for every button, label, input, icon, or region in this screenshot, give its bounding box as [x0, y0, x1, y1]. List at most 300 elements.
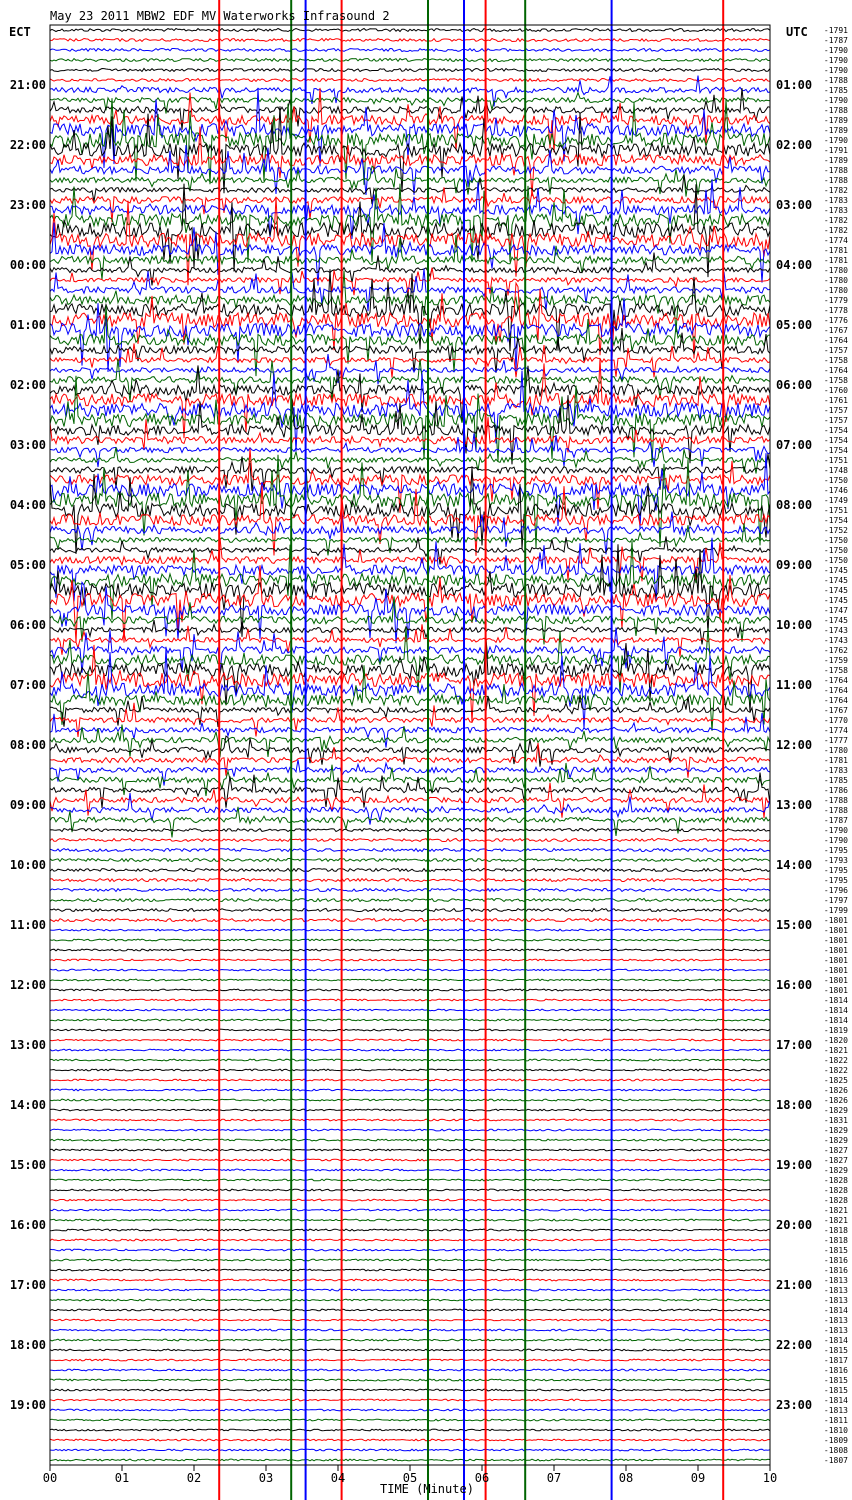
trace-line: [50, 1009, 770, 1011]
offset-label: -1760: [823, 386, 848, 395]
offset-label: -1757: [823, 416, 848, 425]
offset-label: -1828: [823, 1196, 848, 1205]
offset-label: -1816: [823, 1266, 848, 1275]
offset-label: -1795: [823, 876, 848, 885]
trace-line: [50, 959, 770, 961]
offset-label: -1783: [823, 766, 848, 775]
offset-label: -1790: [823, 96, 848, 105]
offset-label: -1750: [823, 536, 848, 545]
offset-label: -1810: [823, 1426, 848, 1435]
hour-label: 17:00: [776, 1038, 813, 1052]
trace-line: [50, 919, 770, 922]
trace-line: [50, 1309, 770, 1311]
trace-line: [50, 1259, 770, 1261]
offset-label: -1767: [823, 706, 848, 715]
trace-line: [50, 645, 770, 723]
trace-line: [50, 889, 770, 892]
trace-line: [50, 879, 770, 882]
trace-line: [50, 1239, 770, 1241]
offset-label: -1827: [823, 1156, 848, 1165]
offset-label: -1780: [823, 286, 848, 295]
hour-label: 18:00: [9, 1338, 46, 1352]
trace-line: [50, 538, 770, 602]
trace-line: [50, 1169, 770, 1171]
hour-label: 14:00: [9, 1098, 46, 1112]
trace-line: [50, 1399, 770, 1401]
trace-line: [50, 538, 770, 582]
offset-label: -1761: [823, 396, 848, 405]
offset-label: -1788: [823, 106, 848, 115]
hour-label: 18:00: [776, 1098, 813, 1112]
trace-line: [50, 343, 770, 377]
offset-label: -1758: [823, 666, 848, 675]
trace-line: [50, 736, 770, 767]
offset-label: -1764: [823, 686, 848, 695]
hour-label: 23:00: [9, 198, 46, 212]
trace-line: [50, 1289, 770, 1291]
x-tick-label: 02: [186, 1471, 202, 1485]
x-tick-label: 03: [258, 1471, 274, 1485]
offset-label: -1785: [823, 86, 848, 95]
offset-label: -1783: [823, 196, 848, 205]
offset-label: -1815: [823, 1346, 848, 1355]
trace-line: [50, 829, 770, 832]
trace-line: [50, 1349, 770, 1351]
offset-label: -1795: [823, 866, 848, 875]
hour-label: 03:00: [9, 438, 46, 452]
trace-line: [50, 1269, 770, 1271]
x-tick-label: 01: [114, 1471, 130, 1485]
hour-label: 12:00: [776, 738, 813, 752]
offset-label: -1820: [823, 1036, 848, 1045]
trace-line: [50, 1049, 770, 1051]
trace-line: [50, 1449, 770, 1451]
offset-label: -1788: [823, 176, 848, 185]
offset-label: -1799: [823, 906, 848, 915]
offset-label: -1827: [823, 1146, 848, 1155]
offset-label: -1782: [823, 216, 848, 225]
offset-label: -1743: [823, 626, 848, 635]
hour-label: 19:00: [9, 1398, 46, 1412]
hour-label: 11:00: [776, 678, 813, 692]
offset-label: -1795: [823, 846, 848, 855]
offset-label: -1752: [823, 526, 848, 535]
hour-label: 08:00: [776, 498, 813, 512]
offset-label: -1801: [823, 946, 848, 955]
hour-label: 10:00: [9, 858, 46, 872]
offset-label: -1825: [823, 1076, 848, 1085]
trace-line: [50, 39, 770, 42]
trace-line: [50, 1039, 770, 1041]
hour-label: 13:00: [9, 1038, 46, 1052]
hour-label: 02:00: [776, 138, 813, 152]
offset-label: -1782: [823, 186, 848, 195]
offset-label: -1821: [823, 1216, 848, 1225]
x-tick-label: 09: [690, 1471, 706, 1485]
offset-label: -1785: [823, 776, 848, 785]
offset-label: -1793: [823, 856, 848, 865]
trace-line: [50, 1369, 770, 1371]
offset-label: -1750: [823, 476, 848, 485]
offset-label: -1813: [823, 1316, 848, 1325]
trace-line: [50, 647, 770, 729]
x-tick-label: 00: [42, 1471, 58, 1485]
offset-label: -1743: [823, 636, 848, 645]
hour-label: 21:00: [9, 78, 46, 92]
trace-line: [50, 999, 770, 1001]
hour-label: 15:00: [9, 1158, 46, 1172]
trace-line: [50, 1299, 770, 1301]
offset-label: -1751: [823, 456, 848, 465]
offset-label: -1815: [823, 1386, 848, 1395]
offset-label: -1745: [823, 576, 848, 585]
offset-label: -1813: [823, 1286, 848, 1295]
hour-label: 01:00: [776, 78, 813, 92]
trace-line: [50, 1419, 770, 1421]
trace-line: [50, 127, 770, 197]
offset-label: -1791: [823, 146, 848, 155]
trace-line: [50, 187, 770, 222]
hour-label: 12:00: [9, 978, 46, 992]
offset-label: -1829: [823, 1136, 848, 1145]
trace-line: [50, 1159, 770, 1161]
offset-label: -1789: [823, 116, 848, 125]
hour-label: 23:00: [776, 1398, 813, 1412]
trace-line: [50, 1379, 770, 1381]
hour-label: 17:00: [9, 1278, 46, 1292]
offset-label: -1828: [823, 1186, 848, 1195]
trace-line: [50, 909, 770, 912]
trace-line: [50, 1209, 770, 1211]
offset-label: -1811: [823, 1416, 848, 1425]
offset-label: -1815: [823, 1246, 848, 1255]
offset-label: -1747: [823, 606, 848, 615]
trace-line: [50, 929, 770, 931]
offset-label: -1757: [823, 406, 848, 415]
hour-label: 08:00: [9, 738, 46, 752]
trace-line: [50, 69, 770, 72]
offset-label: -1801: [823, 916, 848, 925]
offset-label: -1814: [823, 1336, 848, 1345]
offset-label: -1758: [823, 376, 848, 385]
offset-label: -1821: [823, 1206, 848, 1215]
offset-label: -1767: [823, 326, 848, 335]
hour-label: 03:00: [776, 198, 813, 212]
offset-label: -1797: [823, 896, 848, 905]
x-tick-label: 10: [762, 1471, 778, 1485]
trace-line: [50, 1409, 770, 1411]
offset-label: -1831: [823, 1116, 848, 1125]
offset-label: -1754: [823, 446, 848, 455]
offset-label: -1809: [823, 1436, 848, 1445]
offset-label: -1813: [823, 1406, 848, 1415]
right-offset-labels: [824, 26, 848, 1465]
trace-line: [50, 989, 770, 991]
trace-line: [50, 869, 770, 872]
trace-line: [50, 49, 770, 52]
trace-line: [50, 725, 770, 758]
trace-line: [50, 1279, 770, 1281]
left-hour-labels: [10, 78, 46, 1412]
offset-label: -1779: [823, 296, 848, 305]
trace-line: [50, 1199, 770, 1201]
hour-label: 16:00: [9, 1218, 46, 1232]
hour-label: 14:00: [776, 858, 813, 872]
offset-label: -1788: [823, 796, 848, 805]
offset-label: -1816: [823, 1366, 848, 1375]
hour-label: 07:00: [776, 438, 813, 452]
offset-label: -1777: [823, 736, 848, 745]
offset-label: -1801: [823, 966, 848, 975]
offset-label: -1781: [823, 246, 848, 255]
trace-line: [50, 1319, 770, 1321]
trace-line: [50, 1149, 770, 1151]
offset-label: -1790: [823, 836, 848, 845]
hour-label: 09:00: [9, 798, 46, 812]
offset-label: -1749: [823, 496, 848, 505]
trace-line: [50, 839, 770, 842]
offset-label: -1780: [823, 276, 848, 285]
hour-label: 05:00: [776, 318, 813, 332]
trace-line: [50, 1339, 770, 1341]
trace-line: [50, 1389, 770, 1391]
offset-label: -1790: [823, 46, 848, 55]
offset-label: -1814: [823, 1396, 848, 1405]
offset-label: -1829: [823, 1106, 848, 1115]
offset-label: -1788: [823, 806, 848, 815]
trace-line: [50, 1069, 770, 1071]
trace-line: [50, 807, 770, 838]
offset-label: -1791: [823, 26, 848, 35]
x-tick-label: 07: [546, 1471, 562, 1485]
right-hour-labels: [776, 78, 812, 1412]
offset-label: -1789: [823, 156, 848, 165]
offset-label: -1780: [823, 266, 848, 275]
offset-label: -1814: [823, 1016, 848, 1025]
offset-label: -1762: [823, 646, 848, 655]
trace-line: [50, 1439, 770, 1441]
offset-label: -1778: [823, 306, 848, 315]
offset-label: -1801: [823, 926, 848, 935]
trace-line: [50, 979, 770, 981]
offset-label: -1764: [823, 336, 848, 345]
hour-label: 04:00: [776, 258, 813, 272]
offset-label: -1789: [823, 126, 848, 135]
offset-label: -1751: [823, 506, 848, 515]
offset-label: -1796: [823, 886, 848, 895]
trace-line: [50, 939, 770, 941]
trace-line: [50, 179, 770, 239]
offset-label: -1745: [823, 616, 848, 625]
offset-label: -1818: [823, 1226, 848, 1235]
offset-label: -1788: [823, 76, 848, 85]
trace-line: [50, 1329, 770, 1331]
hour-label: 07:00: [9, 678, 46, 692]
offset-label: -1754: [823, 426, 848, 435]
trace-line: [50, 793, 770, 824]
offset-label: -1781: [823, 256, 848, 265]
offset-label: -1819: [823, 1026, 848, 1035]
trace-line: [50, 760, 770, 786]
hour-label: 10:00: [776, 618, 813, 632]
offset-label: -1829: [823, 1166, 848, 1175]
offset-label: -1750: [823, 546, 848, 555]
trace-line: [50, 899, 770, 902]
trace-line: [50, 79, 770, 82]
hour-label: 16:00: [776, 978, 813, 992]
trace-line: [50, 1189, 770, 1191]
trace-line: [50, 859, 770, 862]
offset-label: -1750: [823, 556, 848, 565]
offset-label: -1817: [823, 1356, 848, 1365]
x-tick-label: 06: [474, 1471, 490, 1485]
offset-label: -1790: [823, 136, 848, 145]
offset-label: -1815: [823, 1376, 848, 1385]
offset-label: -1758: [823, 356, 848, 365]
chart-title: May 23 2011 MBW2 EDF MV Waterworks Infrasound 2: [50, 9, 390, 23]
hour-label: 09:00: [776, 558, 813, 572]
offset-label: -1813: [823, 1276, 848, 1285]
trace-line: [50, 1109, 770, 1111]
hour-label: 22:00: [9, 138, 46, 152]
offset-label: -1757: [823, 346, 848, 355]
offset-label: -1828: [823, 1176, 848, 1185]
offset-label: -1781: [823, 756, 848, 765]
hour-label: 20:00: [776, 1218, 813, 1232]
offset-label: -1746: [823, 486, 848, 495]
trace-line: [50, 1119, 770, 1121]
offset-label: -1813: [823, 1326, 848, 1335]
trace-line: [50, 1249, 770, 1251]
hour-label: 05:00: [9, 558, 46, 572]
offset-label: -1814: [823, 1306, 848, 1315]
offset-label: -1745: [823, 586, 848, 595]
trace-line: [50, 743, 770, 778]
offset-label: -1818: [823, 1236, 848, 1245]
x-tick-label: 05: [402, 1471, 418, 1485]
offset-label: -1788: [823, 166, 848, 175]
offset-label: -1801: [823, 956, 848, 965]
trace-line: [50, 328, 770, 373]
offset-label: -1786: [823, 786, 848, 795]
offset-label: -1807: [823, 1456, 848, 1465]
trace-line: [50, 1139, 770, 1141]
trace-line: [50, 145, 770, 195]
offset-label: -1808: [823, 1446, 848, 1455]
offset-label: -1754: [823, 436, 848, 445]
offset-label: -1745: [823, 596, 848, 605]
offset-label: -1776: [823, 316, 848, 325]
offset-label: -1826: [823, 1086, 848, 1095]
offset-label: -1790: [823, 826, 848, 835]
hour-label: 22:00: [776, 1338, 813, 1352]
offset-label: -1745: [823, 566, 848, 575]
trace-line: [50, 1099, 770, 1101]
offset-label: -1783: [823, 206, 848, 215]
offset-label: -1790: [823, 66, 848, 75]
x-tick-label: 08: [618, 1471, 634, 1485]
trace-line: [50, 1229, 770, 1231]
hour-label: 13:00: [776, 798, 813, 812]
trace-line: [50, 537, 770, 565]
offset-label: -1822: [823, 1056, 848, 1065]
offset-label: -1759: [823, 656, 848, 665]
hour-label: 19:00: [776, 1158, 813, 1172]
offset-label: -1764: [823, 696, 848, 705]
offset-label: -1822: [823, 1066, 848, 1075]
hour-label: 04:00: [9, 498, 46, 512]
offset-label: -1813: [823, 1296, 848, 1305]
trace-line: [50, 1089, 770, 1091]
offset-label: -1764: [823, 676, 848, 685]
offset-label: -1787: [823, 36, 848, 45]
x-tick-label: 04: [330, 1471, 346, 1485]
trace-line: [50, 949, 770, 951]
trace-line: [50, 1359, 770, 1361]
hour-label: 11:00: [9, 918, 46, 932]
offset-label: -1801: [823, 976, 848, 985]
offset-label: -1774: [823, 726, 848, 735]
offset-label: -1748: [823, 466, 848, 475]
trace-line: [50, 849, 770, 852]
hour-label: 21:00: [776, 1278, 813, 1292]
trace-line: [50, 453, 770, 528]
trace-line: [50, 969, 770, 971]
offset-label: -1754: [823, 516, 848, 525]
offset-label: -1764: [823, 366, 848, 375]
trace-line: [50, 1219, 770, 1221]
offset-label: -1782: [823, 226, 848, 235]
trace-line: [50, 29, 770, 32]
trace-line: [50, 59, 770, 62]
trace-line: [50, 223, 770, 286]
trace-lines: [50, 29, 770, 1461]
offset-label: -1774: [823, 236, 848, 245]
trace-line: [50, 1129, 770, 1131]
offset-label: -1814: [823, 996, 848, 1005]
trace-line: [50, 1179, 770, 1181]
trace-line: [50, 1029, 770, 1031]
offset-label: -1801: [823, 986, 848, 995]
offset-label: -1814: [823, 1006, 848, 1015]
hour-label: 06:00: [9, 618, 46, 632]
hour-label: 01:00: [9, 318, 46, 332]
hour-label: 06:00: [776, 378, 813, 392]
offset-label: -1829: [823, 1126, 848, 1135]
offset-label: -1821: [823, 1046, 848, 1055]
trace-line: [50, 1019, 770, 1021]
trace-line: [50, 184, 770, 263]
offset-label: -1787: [823, 816, 848, 825]
trace-line: [50, 1059, 770, 1061]
right-axis-label: UTC: [786, 25, 808, 39]
offset-label: -1801: [823, 936, 848, 945]
offset-label: -1780: [823, 746, 848, 755]
hour-label: 15:00: [776, 918, 813, 932]
hour-label: 00:00: [9, 258, 46, 272]
offset-label: -1770: [823, 716, 848, 725]
trace-line: [50, 1429, 770, 1431]
hour-label: 02:00: [9, 378, 46, 392]
offset-label: -1790: [823, 56, 848, 65]
offset-label: -1826: [823, 1096, 848, 1105]
trace-line: [50, 582, 770, 643]
trace-line: [50, 511, 770, 554]
x-axis-label: TIME (Minute): [380, 1482, 474, 1496]
offset-label: -1816: [823, 1256, 848, 1265]
trace-line: [50, 1459, 770, 1461]
left-axis-label: ECT: [9, 25, 31, 39]
